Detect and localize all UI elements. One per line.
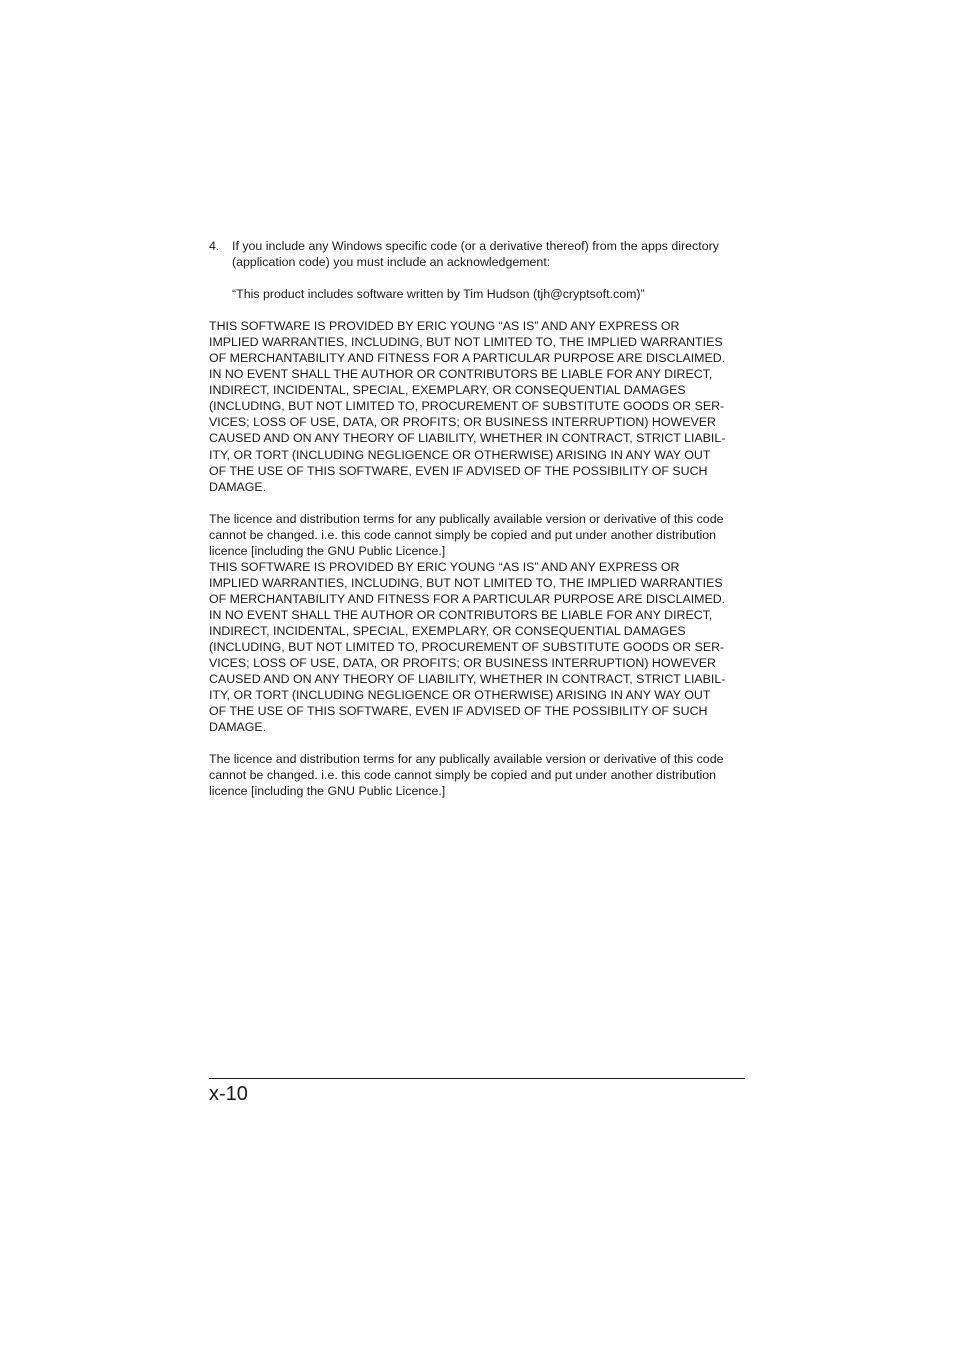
paragraph-line: DAMAGE. — [209, 720, 267, 735]
paragraph-line: IMPLIED WARRANTIES, INCLUDING, BUT NOT LIMITED TO, THE IMPLIED WARRANTIES — [209, 575, 723, 590]
paragraph-line: licence [including the GNU Public Licence.] — [209, 784, 446, 799]
paragraph-line: OF MERCHANTABILITY AND FITNESS FOR A PARTICULAR PURPOSE ARE DISCLAIMED. — [209, 351, 726, 366]
document-body — [209, 238, 749, 799]
licence-paragraph-1 — [209, 511, 749, 559]
paragraph-line: IN NO EVENT SHALL THE AUTHOR OR CONTRIBUTORS BE LIABLE FOR ANY DIRECT, — [209, 607, 713, 622]
acknowledgement-quote — [209, 286, 749, 302]
paragraph-line: OF THE USE OF THIS SOFTWARE, EVEN IF ADVISED OF THE POSSIBILITY OF SUCH — [209, 463, 708, 478]
paragraph-line: DAMAGE. — [209, 479, 267, 494]
paragraph-line: THIS SOFTWARE IS PROVIDED BY ERIC YOUNG “AS IS” AND ANY EXPRESS OR — [209, 319, 680, 334]
paragraph-line: cannot be changed. i.e. this code cannot simply be copied and put under another distribution — [209, 768, 716, 783]
paragraph-line: INDIRECT, INCIDENTAL, SPECIAL, EXEMPLARY, OR CONSEQUENTIAL DAMAGES — [209, 623, 686, 638]
page-number: x-10 — [209, 1083, 248, 1105]
licence-paragraph-2 — [209, 751, 749, 799]
paragraph-line: CAUSED AND ON ANY THEORY OF LIABILITY, WHETHER IN CONTRACT, STRICT LIABIL- — [209, 672, 726, 687]
paragraph-line: THIS SOFTWARE IS PROVIDED BY ERIC YOUNG “AS IS” AND ANY EXPRESS OR — [209, 559, 680, 574]
paragraph-line: IN NO EVENT SHALL THE AUTHOR OR CONTRIBUTORS BE LIABLE FOR ANY DIRECT, — [209, 367, 713, 382]
footer-divider — [209, 1078, 745, 1079]
list-item-text-line: If you include any Windows specific code (or a derivative thereof) from the apps directory — [232, 239, 719, 253]
paragraph-line: INDIRECT, INCIDENTAL, SPECIAL, EXEMPLARY, OR CONSEQUENTIAL DAMAGES — [209, 383, 686, 398]
paragraph-line: (INCLUDING, BUT NOT LIMITED TO, PROCUREMENT OF SUBSTITUTE GOODS OR SER- — [209, 399, 725, 414]
paragraph-line: The licence and distribution terms for any publically available version or derivative of this code — [209, 752, 724, 767]
disclaimer-paragraph-1 — [209, 318, 749, 495]
paragraph-line: cannot be changed. i.e. this code cannot simply be copied and put under another distribution — [209, 527, 716, 542]
paragraph-line: VICES; LOSS OF USE, DATA, OR PROFITS; OR BUSINESS INTERRUPTION) HOWEVER — [209, 415, 716, 430]
paragraph-line: The licence and distribution terms for any publically available version or derivative of this code — [209, 511, 724, 526]
paragraph-line: OF MERCHANTABILITY AND FITNESS FOR A PARTICULAR PURPOSE ARE DISCLAIMED. — [209, 591, 726, 606]
paragraph-line: CAUSED AND ON ANY THEORY OF LIABILITY, WHETHER IN CONTRACT, STRICT LIABIL- — [209, 431, 726, 446]
paragraph-line: ITY, OR TORT (INCLUDING NEGLIGENCE OR OTHERWISE) ARISING IN ANY WAY OUT — [209, 688, 711, 703]
paragraph-line: VICES; LOSS OF USE, DATA, OR PROFITS; OR BUSINESS INTERRUPTION) HOWEVER — [209, 656, 716, 671]
paragraph-line: (INCLUDING, BUT NOT LIMITED TO, PROCUREMENT OF SUBSTITUTE GOODS OR SER- — [209, 640, 725, 655]
list-item-4 — [209, 238, 749, 270]
list-item-text-line: (application code) you must include an acknowledgement: — [232, 255, 551, 270]
paragraph-line: licence [including the GNU Public Licence.] — [209, 543, 446, 558]
paragraph-line: IMPLIED WARRANTIES, INCLUDING, BUT NOT LIMITED TO, THE IMPLIED WARRANTIES — [209, 335, 723, 350]
disclaimer-paragraph-2 — [209, 559, 749, 736]
paragraph-line: ITY, OR TORT (INCLUDING NEGLIGENCE OR OTHERWISE) ARISING IN ANY WAY OUT — [209, 447, 711, 462]
list-item-number: 4. — [209, 239, 220, 253]
quote-text: “This product includes software written by Tim Hudson (tjh@cryptsoft.com)” — [232, 287, 645, 302]
paragraph-line: OF THE USE OF THIS SOFTWARE, EVEN IF ADVISED OF THE POSSIBILITY OF SUCH — [209, 704, 708, 719]
